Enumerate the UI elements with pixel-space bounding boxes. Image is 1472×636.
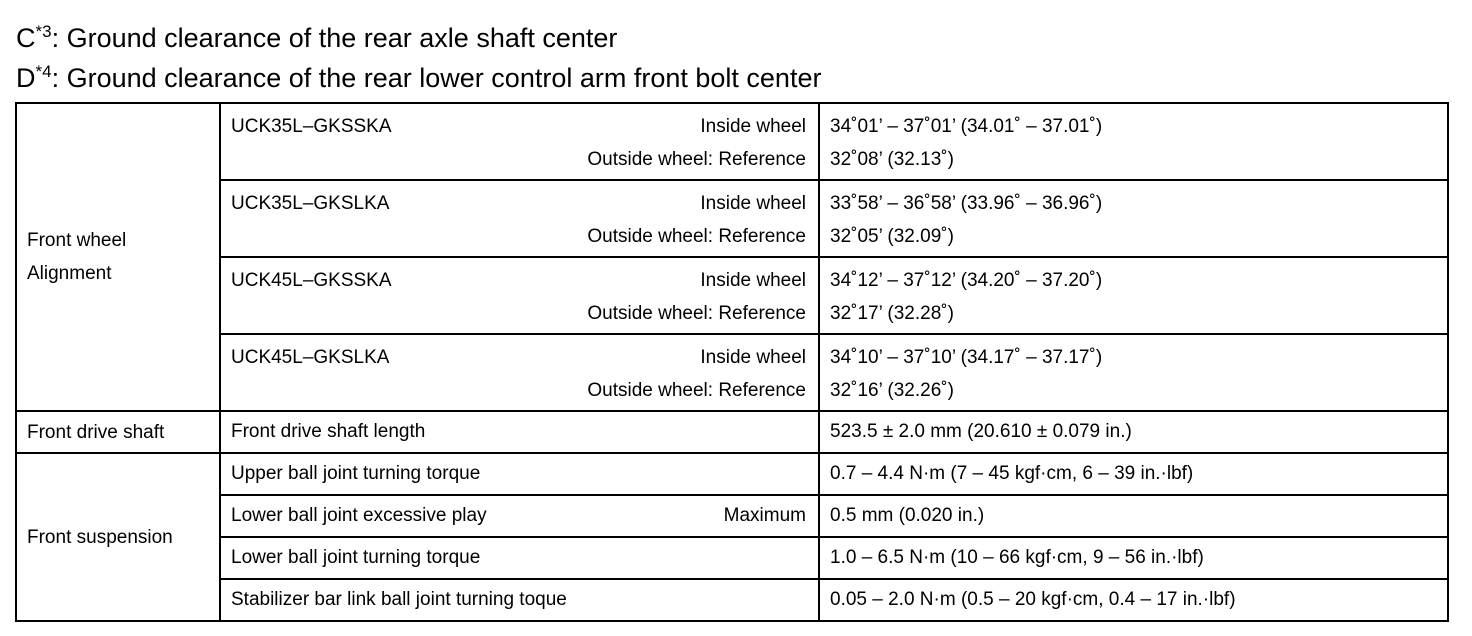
- table-row: [16, 411, 1448, 453]
- footnote-letter: C: [16, 23, 36, 53]
- table-row: [16, 103, 1448, 180]
- suspension-item: Stabilizer bar link ball joint turning toque: [220, 579, 819, 621]
- suspension-value: 0.05 – 2.0 N·m (0.5 – 20 kgf·cm, 0.4 – 17 in.·lbf): [819, 579, 1448, 621]
- footnote-c: [16, 18, 821, 58]
- table-row: [16, 334, 1448, 411]
- outside-wheel-label: Outside wheel: Reference: [587, 226, 806, 247]
- inside-wheel-label: Inside wheel: [700, 193, 806, 214]
- footnote-letter: D: [16, 63, 36, 93]
- alignment-item: [220, 334, 819, 411]
- outside-wheel-value: 32˚08’ (32.13˚): [830, 149, 954, 170]
- inside-wheel-value: 34˚12’ – 37˚12’ (34.20˚ – 37.20˚): [830, 270, 1103, 291]
- table-row: [16, 257, 1448, 334]
- alignment-value: [819, 334, 1448, 411]
- alignment-value: [819, 103, 1448, 180]
- alignment-item: [220, 103, 819, 180]
- alignment-value: [819, 180, 1448, 257]
- footnote-text: : Ground clearance of the rear lower control arm front bolt center: [51, 63, 822, 93]
- table-row: [16, 537, 1448, 579]
- footnote-marker: *4: [35, 62, 52, 81]
- inside-wheel-label: Inside wheel: [700, 270, 806, 291]
- table-row: [16, 180, 1448, 257]
- inside-wheel-value: 34˚10’ – 37˚10’ (34.17˚ – 37.17˚): [830, 347, 1103, 368]
- suspension-item-label: Lower ball joint excessive play: [231, 505, 487, 526]
- footnote-text: : Ground clearance of the rear axle shaft center: [51, 23, 618, 53]
- alignment-item: [220, 180, 819, 257]
- table-row: [16, 453, 1448, 495]
- inside-wheel-value: 34˚01’ – 37˚01’ (34.01˚ – 37.01˚): [830, 116, 1103, 137]
- category-front-wheel-alignment: [16, 103, 220, 411]
- inside-wheel-label: Inside wheel: [700, 116, 806, 137]
- model-code: UCK45L–GKSSKA: [231, 270, 392, 291]
- footnotes: [16, 18, 821, 98]
- category-front-suspension: Front suspension: [16, 453, 220, 621]
- alignment-value: [819, 257, 1448, 334]
- model-code: UCK45L–GKSLKA: [231, 347, 390, 368]
- specifications-table: [15, 102, 1449, 622]
- footnote-d: [16, 58, 821, 98]
- suspension-item: [220, 495, 819, 537]
- alignment-item: [220, 257, 819, 334]
- suspension-value: 0.5 mm (0.020 in.): [819, 495, 1448, 537]
- outside-wheel-label: Outside wheel: Reference: [587, 380, 806, 401]
- table-row: [16, 579, 1448, 621]
- suspension-value: 0.7 – 4.4 N·m (7 – 45 kgf·cm, 6 – 39 in.·lbf): [819, 453, 1448, 495]
- category-label: Front wheel: [27, 230, 127, 251]
- outside-wheel-value: 32˚05’ (32.09˚): [830, 226, 954, 247]
- table-row: [16, 495, 1448, 537]
- model-code: UCK35L–GKSLKA: [231, 193, 390, 214]
- suspension-value: 1.0 – 6.5 N·m (10 – 66 kgf·cm, 9 – 56 in.·lbf): [819, 537, 1448, 579]
- category-front-drive-shaft: Front drive shaft: [16, 411, 220, 453]
- outside-wheel-value: 32˚17’ (32.28˚): [830, 303, 954, 324]
- outside-wheel-label: Outside wheel: Reference: [587, 149, 806, 170]
- suspension-item: Lower ball joint turning torque: [220, 537, 819, 579]
- category-label: Alignment: [27, 263, 112, 284]
- outside-wheel-value: 32˚16’ (32.26˚): [830, 380, 954, 401]
- footnote-marker: *3: [35, 22, 52, 41]
- drive-shaft-value: 523.5 ± 2.0 mm (20.610 ± 0.079 in.): [819, 411, 1448, 453]
- outside-wheel-label: Outside wheel: Reference: [587, 303, 806, 324]
- inside-wheel-label: Inside wheel: [700, 347, 806, 368]
- drive-shaft-item: Front drive shaft length: [220, 411, 819, 453]
- suspension-item: Upper ball joint turning torque: [220, 453, 819, 495]
- maximum-label: Maximum: [723, 505, 806, 526]
- inside-wheel-value: 33˚58’ – 36˚58’ (33.96˚ – 36.96˚): [830, 193, 1103, 214]
- model-code: UCK35L–GKSSKA: [231, 116, 392, 137]
